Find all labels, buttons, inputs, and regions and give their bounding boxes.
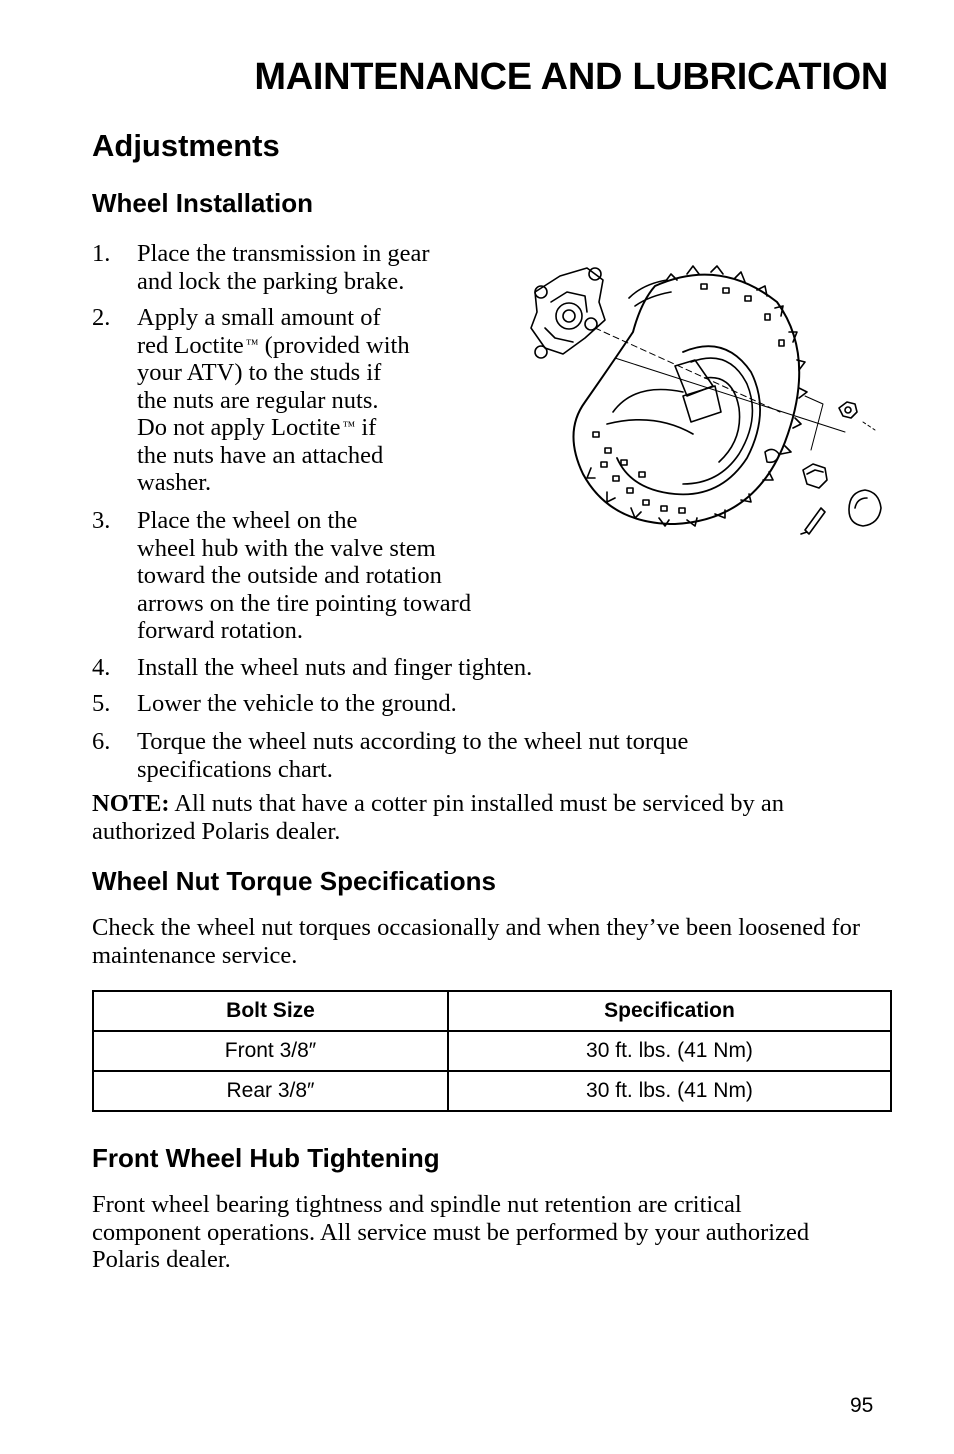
dust-cap-icon [849,490,881,526]
table-header-cell: Specification [448,991,891,1031]
step-line: Place the wheel on the [137,507,358,534]
hub-icon [531,268,605,358]
valve-stem-icon [765,449,779,462]
spindle-nut-icon [803,464,827,488]
step-line: the nuts are regular nuts. [137,386,379,414]
hub-tightening-heading: Front Wheel Hub Tightening [92,1143,440,1173]
table-header-row [93,991,891,1031]
wheel-assembly-illustration [515,262,885,544]
table-cell: 30 ft. lbs. (41 Nm) [448,1071,891,1111]
step-line: arrows on the tire pointing toward [137,589,472,617]
note-text: All nuts that have a cotter pin installed must be serviced by an authorized Polaris dealer. [92,790,784,845]
step-line: Install the wheel nuts and finger tighten. [137,654,533,681]
step-line: washer. [137,469,212,496]
table-cell: 30 ft. lbs. (41 Nm) [448,1031,891,1071]
torque-specs-intro: Check the wheel nut torques occasionally and when they’ve been loosened for maintenance service. [92,914,861,969]
step-line: Do not apply Loctite ™ if [137,414,377,441]
step-line: Torque the wheel nuts according to the wheel nut torque [137,728,689,755]
note-label: NOTE: [92,790,170,817]
step-line: specifications chart. [137,755,333,783]
step-line: your ATV) to the studs if [137,359,382,386]
tire-icon [573,266,807,526]
torque-specs-heading: Wheel Nut Torque Specifications [92,866,497,896]
wheel-installation-heading: Wheel Installation [92,188,314,218]
step-line: and lock the parking brake. [137,267,405,295]
trademark-symbol: ™ [342,418,356,433]
step-number: 6. [92,728,111,755]
table-header-cell: Bolt Size [93,991,448,1031]
step-line: Place the transmission in gear [137,240,430,267]
step-number: 2. [92,304,111,331]
trademark-symbol: ™ [245,335,259,351]
step-line: forward rotation. [137,617,303,644]
step-line: Apply a small amount of [137,304,381,331]
chapter-title: MAINTENANCE AND LUBRICATION [254,56,888,98]
step-line: wheel hub with the valve stem [137,534,436,562]
step-line: the nuts have an attached [137,441,384,469]
cotter-pin-icon [801,508,825,534]
page-number: 95 [850,1394,874,1417]
note-paragraph [92,790,892,845]
section-title: Adjustments [92,128,280,163]
step-line: red Loctite ™ (provided with [137,331,410,359]
step-number: 5. [92,690,111,717]
step-number: 1. [92,240,111,267]
table-row [93,1031,891,1071]
torque-spec-table [92,990,892,1112]
table-cell: Rear 3/8″ [93,1071,448,1111]
step-line: Lower the vehicle to the ground. [137,690,457,717]
hub-tightening-text: Front wheel bearing tightness and spindle nut retention are critical component operations. All service must be performed by your authorized Polaris dealer. [92,1191,810,1273]
step-line: toward the outside and rotation [137,562,442,589]
step-number: 3. [92,507,111,534]
table-row [93,1071,891,1111]
step-number: 4. [92,654,111,681]
table-cell: Front 3/8″ [93,1031,448,1071]
